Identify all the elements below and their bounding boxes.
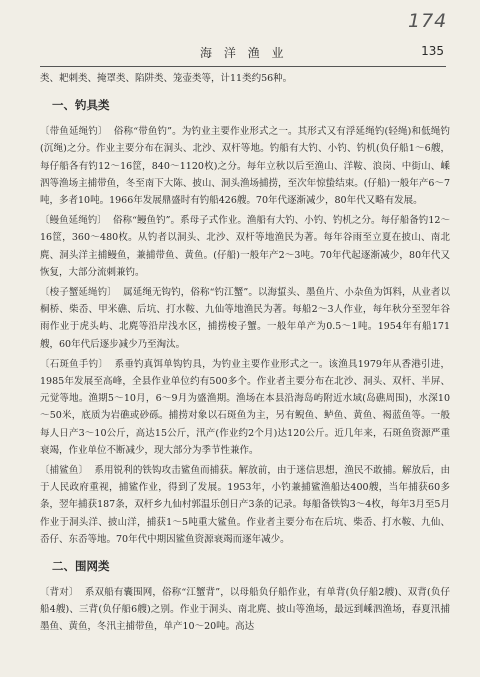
entry-beidui-seine <box>40 584 450 636</box>
header-title: 海 洋 渔 业 <box>200 46 288 60</box>
entry-crab-longline <box>40 284 450 353</box>
entry-text: 系双船有囊围网，俗称“江蟹背”，以母船负仔船作业，有单背(负仔船2艘)、双背(负仔船4艘)、三背(负仔船6艘)之别。作业于洞头、南北麂、披山等渔场，最远到嵊泗渔场，春夏汛捕墨鱼、黄鱼，冬汛主捕带鱼，单产10～20吨。高达 <box>40 587 450 633</box>
entry-hairtail-longline <box>40 123 450 209</box>
body-text <box>40 70 450 639</box>
page-number: 135 <box>421 44 444 58</box>
entry-text: 俗称“带鱼钓”。为钓业主要作业形式之一。其形式又有浮延绳钓(轻绳)和低绳钓(沉绳)之分。作业主要分布在洞头、北沙、双杆等地。钓船有大钓、小钓、钓机(负仔船1～6艘，每仔船各有钓12～16筐，840～1120枚)之分。每年立秋以后至渔山、洋鞍、浪岗、中街山、嵊泗等渔场主捕带鱼，冬至南下大陈、披山、洞头渔场捕捞，至次年惊蛰结束。(仔船)一般年产6～7吨，多者10吨。1966年发展鼎盛时有钓船426艘。70年代逐渐减少，80年代又略有发展。 <box>40 126 450 207</box>
section-heading-purse-seine: 二、围网类 <box>52 559 110 574</box>
handwritten-page-number: 174 <box>408 10 448 32</box>
entry-tag: 〔背对〕 <box>40 587 79 599</box>
entry-text: 系用锐利的铁钩攻击鲨鱼而捕获。解放前，由于迷信思想，渔民不敢捕。解放后，由于人民政府重视，捕鲨作业，得到了发展。1953年，小钓兼捕鲨渔船达400艘，当年捕获60多条，翌年捕获187条，双杆乡九仙村郭温乐创日产3条的记录。每船备铁钩3～4枚，每年3月至5月作业于洞头洋、披山洋，捕获1～5吨重大鲨鱼。作业者主要分布在后坑、柴岙、打水鞍、九仙、岙仔、东岙等地。70年代中期因鲨鱼资源衰竭而逐年减少。 <box>40 465 450 545</box>
running-header <box>40 40 446 67</box>
entry-text: 俗称“鳗鱼钓”。系母子式作业。渔船有大钓、小钓、钓机之分。每仔船备钓12～16筐，360～480枚。从钓者以洞头、北沙、双杆等地渔民为著。每年谷雨至立夏在披山、南北麂、洞头洋主捕鳗鱼，兼捕带鱼、黄鱼。(仔船)一般年产2～3吨。70年代起逐渐减少，80年代又恢复，大部分流刺兼钓。 <box>40 215 450 278</box>
entry-eel-longline <box>40 212 450 281</box>
intro-paragraph: 类、耙刺类、掩罩类、陷阱类、笼壶类等，计11类约56种。 <box>40 73 293 84</box>
entry-tag: 〔石斑鱼手钓〕 <box>40 358 109 370</box>
entry-text: 系垂钓真饵单钩钓具，为钓业主要作业形式之一。该渔具1979年从香港引进，1985年发展至高峰，全县作业单位约有500多个。作业者主要分布在北沙、洞头、双杆、半屏、元觉等地。渔期5～10月，6～9月为盛渔期。渔场在本县沿海岛屿附近水域(岛礁周围)，水深10～50米，底质为岩礁或砂砾。捕捞对象以石斑鱼为主，另有鲵鱼、鲈鱼、黄鱼、褐蓝鱼等。一般每人日产3～10公斤，高达15公斤，汛产(作业约2个月)达120公斤。近几年来，石斑鱼资源严重衰竭，作业单位不断减少，现大部分为季节性兼作。 <box>40 358 450 456</box>
entry-tag: 〔捕鲨鱼〕 <box>40 465 89 477</box>
entry-shark-catching <box>40 462 450 548</box>
entry-tag: 〔梭子蟹延绳钓〕 <box>40 287 117 299</box>
entry-grouper-handline <box>40 356 450 459</box>
entry-tag: 〔鳗鱼延绳钓〕 <box>40 215 107 227</box>
entry-tag: 〔带鱼延绳钓〕 <box>40 126 108 138</box>
entry-text: 属延绳无钩钓，俗称“钓江蟹”。以海蜇头、墨鱼片、小杂鱼为饵料，从业者以桐桥、柴岙、甲米礁、后坑、打水鞍、九仙等地渔民为著。每船2～3人作业，每年秋分至翌年谷雨作业于虎头屿、北麂等沿岸浅水区，捕捞梭子蟹。一般年单产为0.5～1吨。1954年有船171艘，60年代后逐步减少乃至淘汰。 <box>40 287 450 350</box>
section-heading-fishing-gear: 一、钓具类 <box>52 98 110 113</box>
